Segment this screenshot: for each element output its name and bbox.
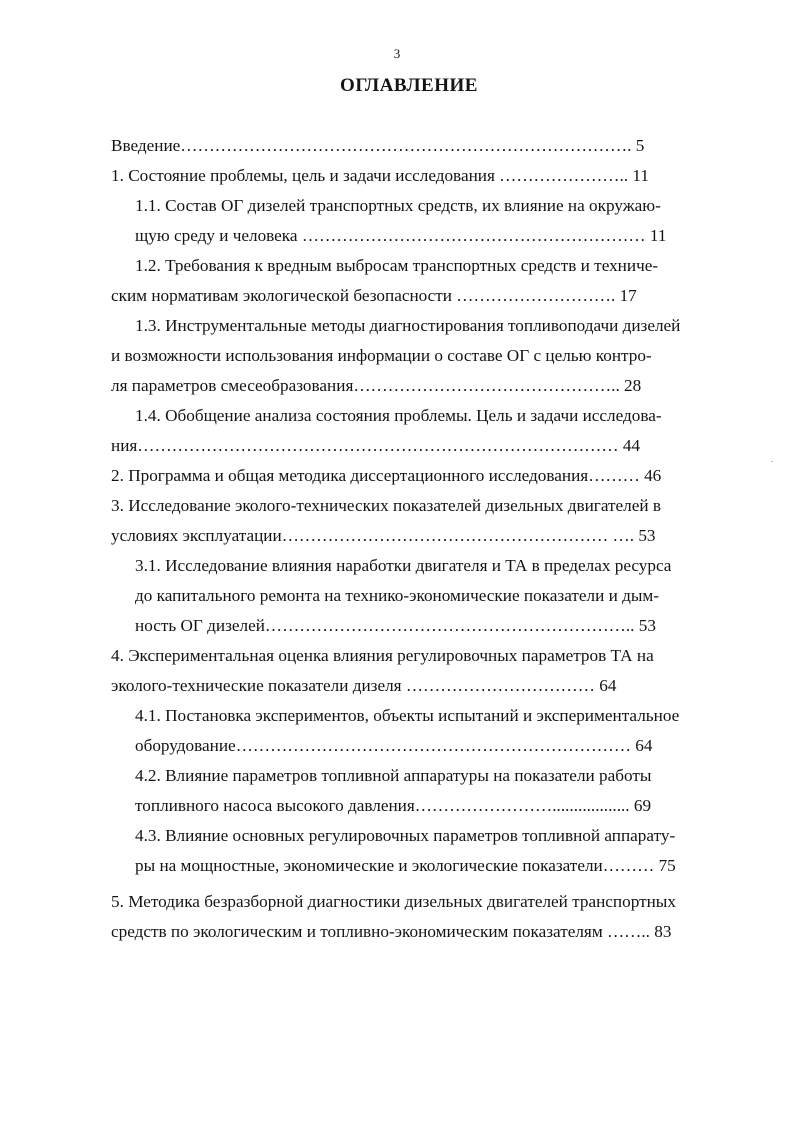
toc-entry-1-3-line-2: и возможности использования информации о составе ОГ с целью контро- <box>111 346 652 365</box>
toc-entry-2: 2. Программа и общая методика диссертационного исследования……… 46 <box>111 466 662 485</box>
toc-entry-4-1-line-2: оборудование…………………………………………………………… 64 <box>135 736 653 755</box>
toc-entry-4-2-line-1: 4.2. Влияние параметров топливной аппаратуры на показатели работы <box>135 766 652 785</box>
toc-entry-1-3-line-3: ля параметров смесеобразования……………………………………….. 28 <box>111 376 642 395</box>
toc-entry-3-1-line-2: до капитального ремонта на технико-экономические показатели и дым- <box>135 586 659 605</box>
toc-entry-4-line-1: 4. Экспериментальная оценка влияния регулировочных параметров ТА на <box>111 646 654 665</box>
toc-title: ОГЛАВЛЕНИЕ <box>340 75 478 96</box>
toc-entry-3-line-2: условиях эксплуатации………………………………………………… …. 53 <box>111 526 656 545</box>
page-number: 3 <box>393 46 401 61</box>
toc-entry-1-4-line-1: 1.4. Обобщение анализа состояния проблемы. Цель и задачи исследова- <box>135 406 662 425</box>
toc-entry-3-1-line-1: 3.1. Исследование влияния наработки двигателя и ТА в пределах ресурса <box>135 556 672 575</box>
toc-entry-4-3-line-1: 4.3. Влияние основных регулировочных параметров топливной аппарату- <box>135 826 676 845</box>
toc-entry-4-1-line-1: 4.1. Постановка экспериментов, объекты испытаний и экспериментальное <box>135 706 680 725</box>
toc-entry-1-4-line-2: ния………………………………………………………………………… 44 <box>111 436 641 455</box>
toc-entry-1-1-line-1: 1.1. Состав ОГ дизелей транспортных средств, их влияние на окружаю- <box>135 196 661 215</box>
toc-entry-1-2-line-1: 1.2. Требования к вредным выбросам транспортных средств и техниче- <box>135 256 659 275</box>
toc-entry-1-3-line-1: 1.3. Инструментальные методы диагностирования топливоподачи дизелей <box>135 316 681 335</box>
toc-entry-5-line-1: 5. Методика безразборной диагностики дизельных двигателей транспортных <box>111 892 676 911</box>
toc-entry-1: 1. Состояние проблемы, цель и задачи исследования ………………….. 11 <box>111 166 649 185</box>
toc-entry-4-2-line-2: топливного насоса высокого давления…………………….................. 69 <box>135 796 652 815</box>
toc-entry-1-1-line-2: щую среду и человека …………………………………………………… 11 <box>135 226 667 245</box>
toc-entry-3-1-line-3: ность ОГ дизелей……………………………………………………….. 53 <box>135 616 656 635</box>
toc-entry-3-line-1: 3. Исследование эколого-технических показателей дизельных двигателей в <box>111 496 661 515</box>
toc-entry-4-line-2: эколого-технические показатели дизеля …………………………… 64 <box>111 676 617 695</box>
toc-entry-intro: Введение……………………………………………………………………. 5 <box>111 136 645 155</box>
toc-entry-5-line-2: средств по экологическим и топливно-экономическим показателям …….. 83 <box>111 922 672 941</box>
scan-mark <box>771 461 773 462</box>
toc-entry-1-2-line-2: ским нормативам экологической безопасности ………………………. 17 <box>111 286 637 305</box>
toc-entry-4-3-line-2: ры на мощностные, экономические и экологические показатели……… 75 <box>135 856 676 875</box>
